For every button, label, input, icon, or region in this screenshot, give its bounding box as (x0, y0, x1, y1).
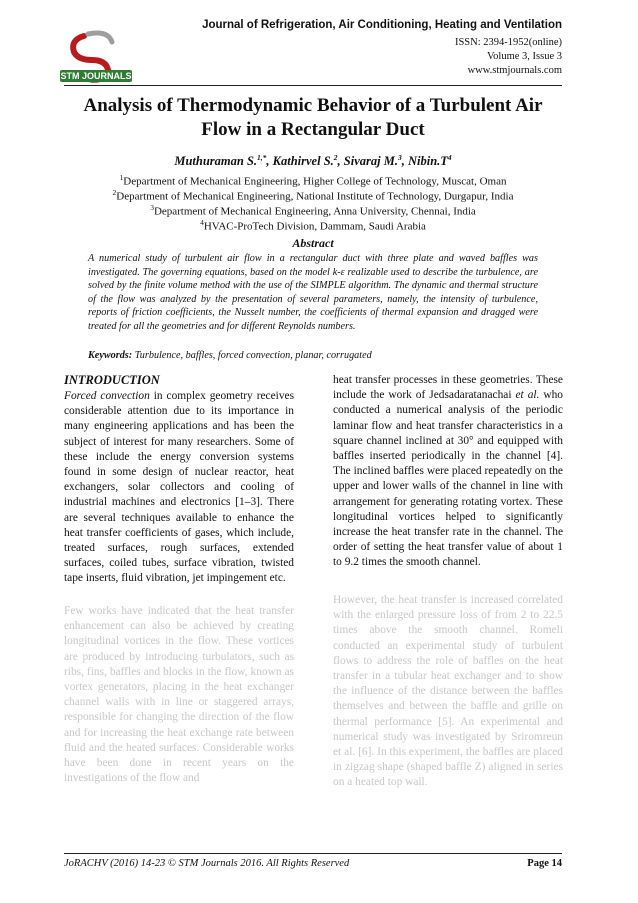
journal-url[interactable]: www.stmjournals.com (467, 65, 562, 76)
issn: ISSN: 2394-1952(online) (454, 37, 562, 48)
author-3: Sivaraj M. (343, 154, 398, 169)
author-list: Muthuraman S.$^{1,*}$, Kathirvel S.$^2$, Sivaraj M.$^3$, $Nibin.T^4$ (174, 153, 452, 169)
intro-paragraph-1: Forced convection in complex geometry receives considerable attention due to its importance in many engineering applications and has been the subject of interest for many researchers. Some of these include the energy conversion systems found in some design of nuclear reactor, heat exchangers, solar collectors and cooling of industrial machines and electronics [1–3]. There are several techniques available to enhance the heat transfer coefficients of gases, which include, treated surfaces, rough surfaces, extended surfaces, coiled tubes, surface vibration, twisted tape inserts, fluid vibration, jet impingement etc. (64, 390, 294, 585)
author-4: Nibin.T (407, 154, 448, 169)
intro-paragraph-2-faded: Few works have indicated that the heat transfer enhancement can also be achieved by creating longitudinal vortices in the flow. These vortices are produced by introducing turbulators, such as ribs, fins, baffles and blocks in the flow, known as vortex generators, placing in the heat exchanger channel walls with in line or staggered arrays, responsible for changing the direction of the flow and for increasing the heat exchange rate between fluid and the heated surfaces. Considerable works have been done in recent years on the investigations of the flow and (64, 605, 294, 785)
introduction-heading: INTRODUCTION (64, 373, 160, 387)
paper-title: Analysis of Thermodynamic Behavior of a Turbulent Air Flow in a Rectangular Duct (83, 95, 543, 140)
affiliation-1: $^1$Department of Mechanical Engineering, Higher College of Technology, Muscat, Oman (119, 173, 507, 188)
intro-paragraph-3: heat transfer processes in these geometries. These include the work of Jedsadaratanachai et al. who conducted a numerical analysis of the periodic laminar flow and heat transfer characteristics in a square channel inclined at 30° and equipped with baffles inserted periodically in the channel [4]. The inclined baffles were placed repeatedly on the upper and lower walls of the channel in line with arrangement for generating rotating vortex. These longitudinal vortices helped to significantly increase the heat transfer rate in the channel. The order of setting the heat transfer value of about 1 to 9.2 times the smooth channel. (333, 374, 564, 569)
footer-citation: JoRACHV (2016) 14-23 © STM Journals 2016. All Rights Reserved (64, 858, 350, 869)
volume-issue: Volume 3, Issue 3 (486, 51, 562, 62)
logo-wordmark: STM JOURNALS (60, 71, 132, 81)
intro-paragraph-4-faded: However, the heat transfer is increased correlated with the enlarged pressure loss of from 2 to 22.5 times above the smooth channel. Romeli conducted an experimental study of turbulent flows to address the role of baffles on the heat transfer in a tubular heat exchanger and to show the influence of the distance between the baffles themselves and between the baffle and grille on thermal performance [5]. An experimental and numerical study was investigated by Sriromreun et al. [6]. In this experiment, the baffles are placed in zigzag shape (shaped baffle Z) aligned in series on a heated top wall. (333, 594, 563, 789)
journal-title: Journal of Refrigeration, Air Conditioning, Heating and Ventilation (202, 19, 562, 31)
header-divider (64, 85, 562, 86)
keywords: Keywords: Turbulence, baffles, forced convection, planar, corrugated (88, 350, 372, 361)
affiliation-4: $^4$HVAC-ProTech Division, Dammam, Saudi Arabia (200, 218, 426, 233)
abstract-heading: Abstract (292, 236, 334, 250)
affiliation-2: $^2$Department of Mechanical Engineering, National Institute of Technology, Durgapur, India (112, 188, 514, 203)
page-number: Page 14 (527, 858, 562, 869)
footer-divider (64, 853, 562, 854)
author-1: Muthuraman S. (174, 154, 258, 169)
author-2: Kathirvel S. (272, 154, 334, 169)
affiliation-3: $^3$Department of Mechanical Engineering, Anna University, Chennai, India (150, 203, 476, 218)
abstract-text: A numerical study of turbulent air flow in a rectangular duct with three plate and waved baffles was investigated. The governing equations, based on the model k-ε realizable used to describe the turbulence, are solved by the finite volume method with the use of the SIMPLE algorithm. The dynamic and thermal structure of the flow was analyzed by the presentation of several parameters, namely, the intensity of turbulence, reports of friction coefficients, the Nusselt number, the coefficients of thermal expansion and dragged were treated for all the geometries and for different Reynolds numbers. (88, 253, 538, 332)
